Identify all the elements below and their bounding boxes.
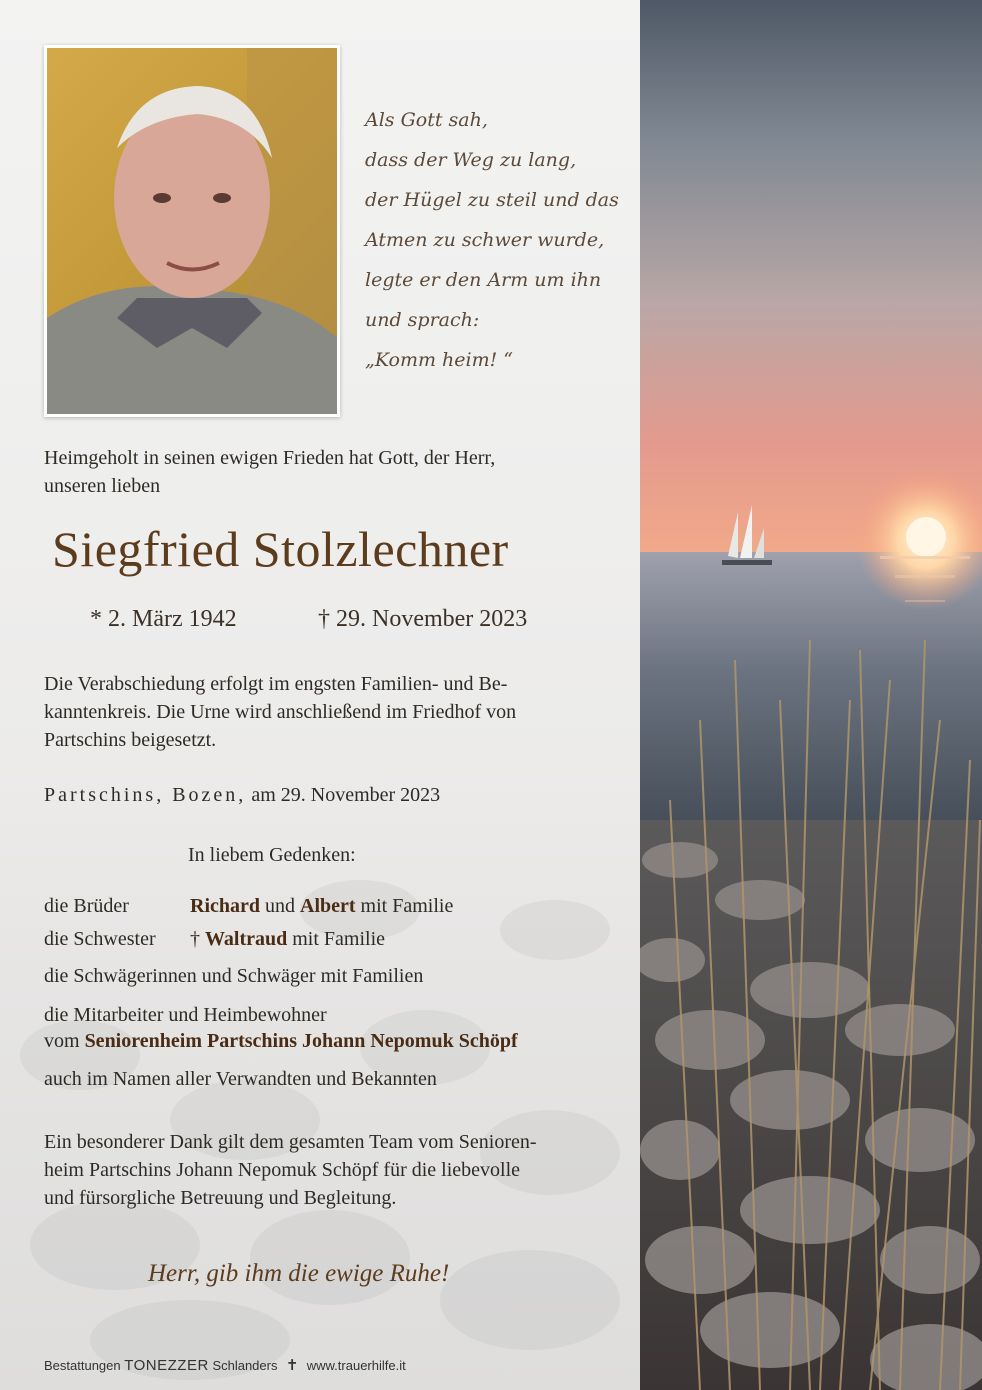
poem-line: und sprach: bbox=[365, 309, 480, 331]
poem-line: Als Gott sah, bbox=[365, 109, 488, 131]
poem-line: legte er den Arm um ihn bbox=[365, 269, 602, 291]
sister-names bbox=[190, 928, 385, 951]
place-names: Partschins, Bozen, bbox=[44, 784, 247, 806]
family-note: mit Familie bbox=[292, 928, 386, 950]
sister-name: Waltraud bbox=[205, 928, 288, 950]
thanks-line: Ein besonderer Dank gilt dem gesamten Team vom Senioren- bbox=[44, 1131, 537, 1153]
in-memory-heading: In liebem Gedenken: bbox=[188, 844, 356, 866]
home-line bbox=[44, 1030, 518, 1053]
closing-prayer: Herr, gib ihm die ewige Ruhe! bbox=[148, 1260, 450, 1287]
birth-date: * 2. März 1942 bbox=[90, 606, 237, 632]
pebble bbox=[500, 900, 610, 960]
poem-line: „Komm heim! “ bbox=[365, 349, 514, 371]
footer-url[interactable]: www.trauerhilfe.it bbox=[306, 1358, 406, 1373]
relatives-line: auch im Namen aller Verwandten und Bekannten bbox=[44, 1068, 437, 1090]
home-prefix: vom bbox=[44, 1030, 80, 1052]
poem bbox=[365, 100, 635, 380]
trauerhilfe-logo-icon: ✝ bbox=[285, 1357, 299, 1374]
notice-date: am 29. November 2023 bbox=[251, 784, 441, 806]
footer-prefix: Bestattungen bbox=[44, 1358, 121, 1373]
conjunction: und bbox=[265, 895, 295, 917]
in-laws-line: die Schwägerinnen und Schwäger mit Familien bbox=[44, 965, 424, 987]
thanks-line: heim Partschins Johann Nepomuk Schöpf für die liebevolle bbox=[44, 1159, 521, 1181]
home-name: Seniorenheim Partschins Johann Nepomuk Schöpf bbox=[84, 1030, 518, 1052]
footer-town: Schlanders bbox=[212, 1358, 278, 1373]
footer-brand: TONEZZER bbox=[124, 1357, 209, 1374]
farewell-line: Partschins beigesetzt. bbox=[44, 729, 217, 751]
cross-icon: † bbox=[190, 928, 200, 950]
farewell-line: kanntenkreis. Die Urne wird anschließend im Friedhof von bbox=[44, 701, 517, 723]
pebble bbox=[250, 1210, 410, 1305]
intro-text bbox=[44, 444, 614, 500]
farewell-text bbox=[44, 670, 614, 754]
poem-line: Atmen zu schwer wurde, bbox=[365, 229, 605, 251]
sister-label: die Schwester bbox=[44, 928, 156, 950]
pebble bbox=[440, 1250, 620, 1350]
farewell-line: Die Verabschiedung erfolgt im engsten Familien- und Be- bbox=[44, 673, 508, 695]
poem-line: dass der Weg zu lang, bbox=[365, 149, 577, 171]
brothers-label: die Brüder bbox=[44, 895, 129, 917]
staff-line: die Mitarbeiter und Heimbewohner bbox=[44, 1004, 327, 1026]
intro-line: unseren lieben bbox=[44, 475, 161, 497]
thanks-line: und fürsorgliche Betreuung und Begleitung. bbox=[44, 1187, 397, 1209]
sunset-sea-image bbox=[640, 0, 982, 1390]
poem-line: der Hügel zu steil und das bbox=[365, 189, 619, 211]
family-note: mit Familie bbox=[360, 895, 454, 917]
brother-name: Richard bbox=[190, 895, 260, 917]
death-date: † 29. November 2023 bbox=[318, 606, 528, 632]
brothers-names bbox=[190, 895, 453, 918]
brother-name: Albert bbox=[300, 895, 356, 917]
intro-line: Heimgeholt in seinen ewigen Frieden hat Gott, der Herr, bbox=[44, 447, 496, 469]
place-date bbox=[44, 784, 440, 807]
portrait-photo bbox=[47, 48, 337, 414]
deceased-name: Siegfried Stolzlechner bbox=[52, 521, 509, 577]
thanks-text bbox=[44, 1128, 614, 1212]
footer bbox=[44, 1356, 406, 1374]
portrait-frame bbox=[44, 45, 340, 417]
